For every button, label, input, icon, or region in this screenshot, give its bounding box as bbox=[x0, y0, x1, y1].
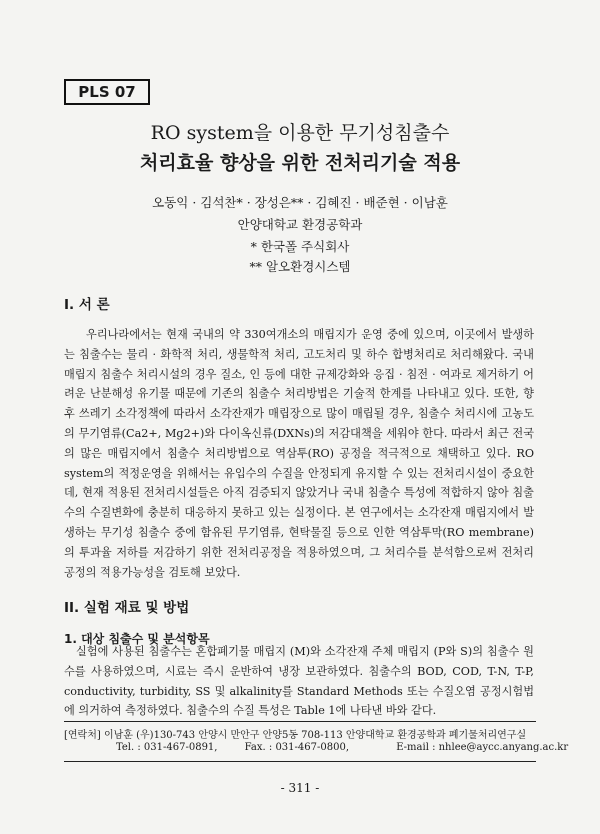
contact-email: E-mail : nhlee@aycc.anyang.ac.kr bbox=[396, 742, 569, 753]
contact-fax: Fax. : 031-467-0800, bbox=[244, 742, 349, 753]
author-names: 오동익 · 김석찬* · 장성은** · 김혜진 · 배준현 · 이남훈 bbox=[152, 195, 448, 210]
contact-details bbox=[64, 742, 568, 753]
methods-paragraph: 실험에 사용된 침출수는 혼합폐기물 매립지 (M)와 소각잔재 주체 매립지 (P와 S)의 침출수 원수를 사용하였으며, 시료는 즉시 운반하여 냉장 보관하였다. 침출수의 BOD, COD, T-N, T-P, conductivity, turbidity, SS 및 alkalinity를 Standard Methods 또는 수질오염 공정시험법에 의거하여 측정하였다. 침출수의 수질 특성은 Table 1에 나타낸 바와 같다. bbox=[64, 645, 534, 718]
subsection-heading: 1. 대상 침출수 및 분석항목 bbox=[64, 632, 210, 646]
session-badge: PLS 07 bbox=[64, 79, 150, 105]
affiliation-3: ** 알오환경시스템 bbox=[249, 259, 351, 274]
introduction-paragraph: 우리나라에서는 현재 국내의 약 330여개소의 매립지가 운영 중에 있으며, 이곳에서 발생하는 침출수는 물리 · 화학적 처리, 생물학적 처리, 고도처리 및 하수 합병처리로 처리해왔다. 국내 매립지 침출수 처리시설의 경우 질소, 인 등에 대한 규제강화와 응집 · 침전 · 여과로 제거하기 어려운 난분해성 유기물 때문에 기존의 침출수 처리방법은 기술적 한계를 나타내고 있다. 또한, 향후 쓰레기 소각정책에 따라서 소각잔재가 매립장으로 많이 매립될 경우, 침출수 처리시에 고농도의 무기염류(Ca2+, Mg2+)와 다이옥신류(DXNs)의 저감대책을 세워야 한다. 따라서 최근 전국의 많은 매립지에서 침출수 처리방법으로 역삼투(RO) 공정을 적극적으로 채택하고 있다. RO system의 적정운영을 위해서는 유입수의 수질을 안정되게 유지할 수 있는 전처리시설이 중요한데, 현재 적용된 전처리시설들은 아직 검증되지 않았거나 국내 침출수 특성에 적합하지 않아 침출수의 수질변화에 충분히 대응하지 못하고 있는 실정이다. 본 연구에서는 소각잔재 매립지에서 발생하는 무기성 침출수 중에 함유된 무기염류, 현탁물질 등으로 인한 역삼투막(RO membrane)의 투과율 저하를 저감하기 위한 전처리공정을 적용하였으며, 그 처리수를 분석함으로써 전처리공정의 적용가능성을 검토해 보았다. bbox=[64, 328, 534, 579]
affiliation-2: * 한국폴 주식회사 bbox=[250, 239, 350, 254]
contact-tel: Tel. : 031-467-0891, bbox=[116, 742, 218, 753]
affiliation-1: 안양대학교 환경공학과 bbox=[237, 217, 363, 232]
footer-divider-bottom bbox=[64, 761, 536, 762]
page-number: - 311 - bbox=[280, 781, 320, 795]
section-heading-introduction: I. 서 론 bbox=[64, 297, 110, 313]
footer-divider-top bbox=[64, 721, 536, 722]
contact-line: [연락처] 이남훈 (우)130-743 안양시 만안구 안양5동 708-113 안양대학교 환경공학과 폐기물처리연구실 bbox=[64, 730, 527, 741]
title-line-1: RO system을 이용한 무기성침출수 bbox=[150, 122, 450, 144]
title-line-2: 처리효율 향상을 위한 전처리기술 적용 bbox=[139, 152, 461, 174]
section-heading-methods: II. 실험 재료 및 방법 bbox=[64, 600, 190, 616]
